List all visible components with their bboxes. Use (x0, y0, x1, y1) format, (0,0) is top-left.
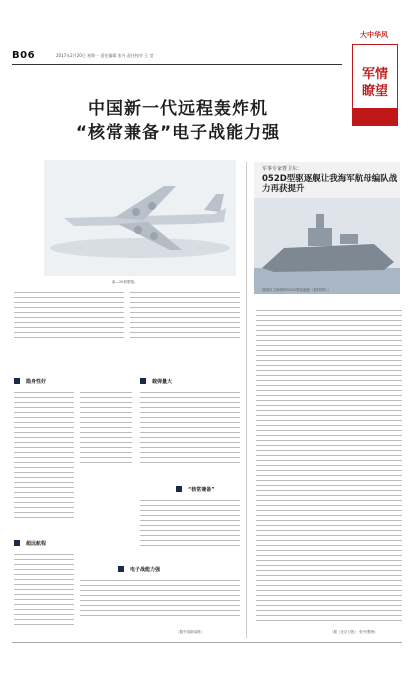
section4-text (140, 500, 240, 560)
section-stripe (352, 108, 398, 126)
bomber-illustration (44, 160, 236, 276)
intro-text-col1 (14, 292, 124, 348)
ship-caption: 我国自主研制的052D型驱逐舰（资料图片） (262, 288, 331, 292)
page-number: B06 (12, 50, 36, 61)
plane-image (44, 160, 236, 276)
right-title: 052D型驱逐舰让我海军航母编队战力再获提升 (262, 174, 398, 194)
right-article-text (256, 310, 402, 628)
section3-text (140, 392, 240, 476)
subhead-2: 超远航程 (26, 541, 47, 547)
headline-line1: 中国新一代远程轰炸机 (88, 99, 268, 119)
column-divider (246, 162, 247, 638)
brand-title: 大中华风 (360, 30, 388, 39)
subhead-5-box (118, 566, 124, 572)
subhead-5: 电子战能力强 (130, 567, 161, 573)
source-left: （据中国新闻网） (176, 630, 204, 634)
subhead-2-box (14, 540, 20, 546)
page-meta: 2017年2月20日 星期一 责任编辑 张丹 责任校对 王 莹 (56, 53, 154, 58)
header-rule (12, 64, 342, 65)
plane-caption: 轰—20构想图。 (112, 280, 138, 284)
subhead-1: 隐身性好 (26, 379, 47, 385)
mid-text-a (80, 392, 132, 476)
subhead-4-box (176, 486, 182, 492)
right-subtitle: 军事专家曹卫东： (262, 166, 303, 172)
source-right: （据《北京日报》 张丹/整理） (330, 630, 378, 634)
subhead-3-box (140, 378, 146, 384)
bottom-rule (12, 642, 402, 643)
section2-text (14, 554, 74, 638)
intro-text-col2 (130, 292, 240, 348)
section5-text (80, 580, 240, 626)
section1-text (14, 392, 74, 532)
headline-line2: “核常兼备”电子战能力强 (75, 123, 281, 143)
subhead-4: “核常兼备” (188, 487, 215, 493)
destroyer-illustration (254, 198, 400, 294)
subhead-1-box (14, 378, 20, 384)
subhead-3: 载弹量大 (152, 379, 173, 385)
section-title-text: 军情 瞭望 (361, 67, 388, 99)
section-title (352, 66, 398, 100)
ship-image (254, 198, 400, 294)
